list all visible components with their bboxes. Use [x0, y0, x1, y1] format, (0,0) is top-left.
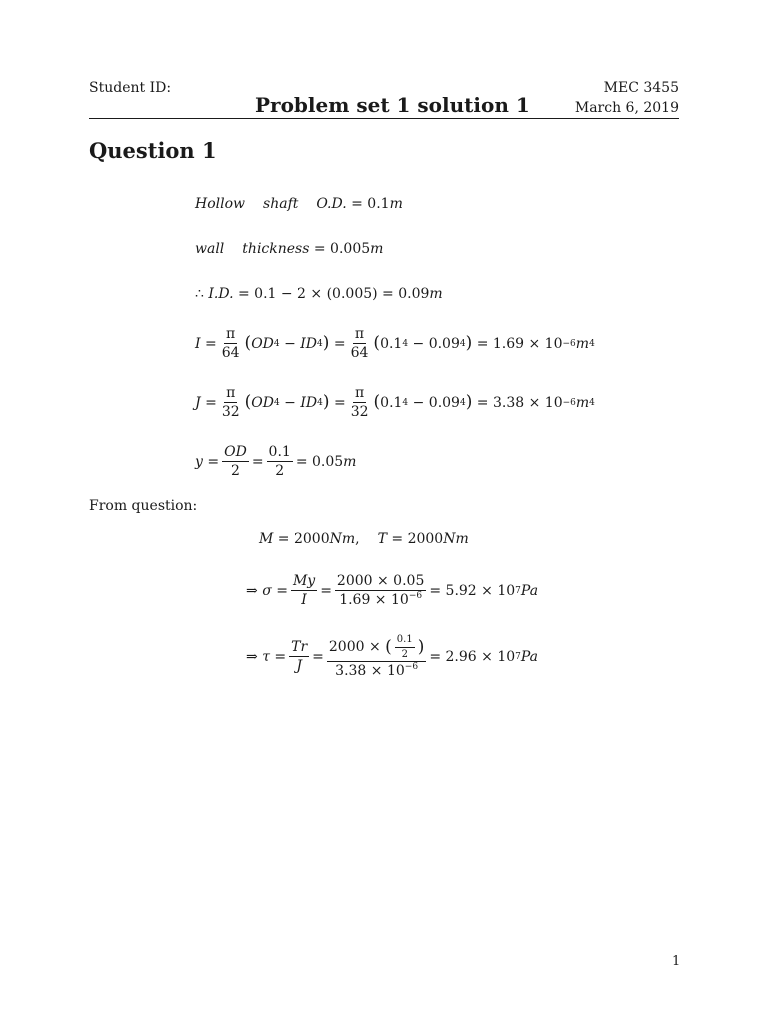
- shear-result: = 2.96 × 10: [429, 648, 516, 665]
- eq-word: shaft: [263, 196, 299, 212]
- eq-lhs: J: [195, 394, 201, 411]
- pi-over-64-fraction: $\frac{\pi}{64}$: [221, 326, 240, 362]
- equation-polar-moment: J = $\frac{\pi}{32}$ ( OD 4 − ID 4 ) = $\frac{\pi}{32}$ ( 0.1 4 − 0.09 4 ) = 3.38 × 10 −6 m 4: [195, 385, 595, 421]
- stress-result: = 5.92 × 10: [429, 582, 516, 599]
- eq-result: = 1.69 × 10: [476, 335, 563, 352]
- eq-equals: =: [204, 335, 217, 352]
- equation-bending-stress: ⇒ σ = $\frac{My}{I}$ = $\frac{2000 \times 0.05}{1.69 \times 10^{-6}}$ = 5.92 × 10 7 Pa: [246, 573, 539, 609]
- pi-over-32-fraction: $\frac{\pi}{32}$: [221, 385, 240, 421]
- my-over-i-fraction: $\frac{My}{I}$: [292, 573, 316, 609]
- student-id-label: Student ID:: [89, 80, 172, 96]
- equation-outer-diameter: [195, 196, 403, 212]
- implies-symbol: ⇒: [246, 648, 258, 665]
- equation-inner-diameter: [195, 286, 443, 302]
- od-over-2-fraction: $\frac{OD}{2}$: [224, 444, 247, 480]
- header-rule: [89, 118, 679, 119]
- eq-equals: =: [205, 394, 217, 411]
- equation-second-moment: I = $\frac{\pi}{64}$ ( OD 4 − ID 4 ) = $\frac{\pi}{64}$ ( 0.1 4 − 0.09 4 ) = 1.69 × 10 −6 m 4: [195, 326, 595, 362]
- page-number: 1: [672, 954, 681, 969]
- equation-shear-stress: ⇒ τ = $\frac{Tr}{J}$ = 2000 × ( $\frac{0.1}{2}$ ) $3.38 \times 10^{-6}$ = 2.96 × 10 7 Pa: [246, 634, 539, 679]
- eq-symbol: I.D.: [208, 286, 234, 302]
- implies-symbol: ⇒: [246, 582, 258, 599]
- pi-over-64-fraction: $\frac{\pi}{64}$: [350, 326, 369, 362]
- tr-over-j-fraction: $\frac{Tr}{J}$: [291, 638, 308, 675]
- question-heading: Question 1: [89, 138, 217, 163]
- eq-rhs: = 0.1 − 2 × (0.005) = 0.09: [237, 286, 430, 302]
- from-question-label: From question:: [89, 498, 198, 514]
- eq-symbol: O.D.: [316, 196, 347, 212]
- eq-unit: m: [429, 286, 443, 302]
- eq-word: wall: [195, 241, 225, 257]
- inner-fraction: $\frac{0.1}{2}$: [396, 634, 413, 660]
- eq-unit: m: [389, 196, 403, 212]
- document-date: March 6, 2019: [574, 100, 679, 116]
- shear-numeric-fraction: 2000 × ( $\frac{0.1}{2}$ ) $3.38 \times 10^{-6}$: [328, 634, 425, 679]
- document-title: Problem set 1 solution 1: [255, 93, 530, 117]
- equation-wall-thickness: [195, 241, 383, 257]
- eq-result: = 3.38 × 10: [476, 394, 563, 411]
- eq-lhs: I: [195, 335, 201, 352]
- equation-given-loads: M = 2000 Nm , T = 2000 Nm: [259, 531, 469, 547]
- equation-neutral-distance: y = $\frac{OD}{2}$ = $\frac{0.1}{2}$ = 0.05 m: [195, 444, 357, 480]
- eq-rhs: = 0.05: [295, 453, 344, 470]
- eq-word: Hollow: [195, 196, 246, 212]
- eq-unit: m: [370, 241, 384, 257]
- stress-numeric-fraction: $\frac{2000 \times 0.05}{1.69 \times 10^{-6}}$: [336, 573, 425, 609]
- therefore-symbol: ∴: [195, 286, 204, 302]
- eq-lhs: y: [195, 453, 203, 470]
- eq-word: thickness: [242, 241, 310, 257]
- point1-over-2-fraction: $\frac{0.1}{2}$: [268, 444, 291, 480]
- pi-over-32-fraction: $\frac{\pi}{32}$: [350, 385, 369, 421]
- eq-rhs: = 0.1: [351, 196, 390, 212]
- eq-rhs: = 0.005: [313, 241, 371, 257]
- course-code: MEC 3455: [603, 80, 679, 96]
